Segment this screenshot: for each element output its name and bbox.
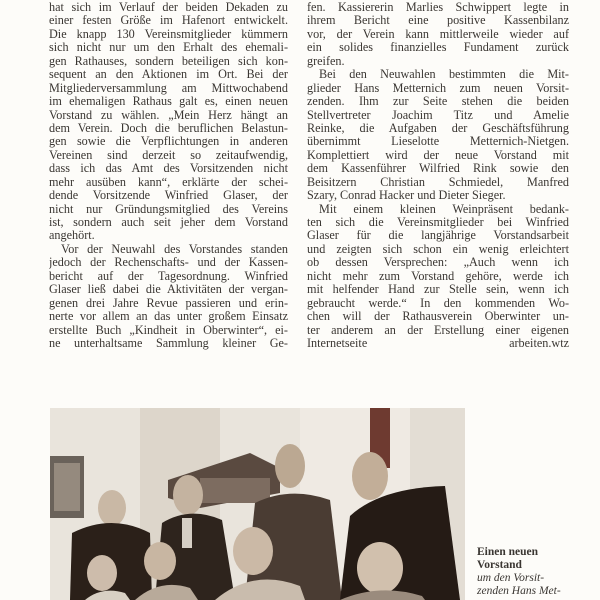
article-line: dem Verein. Doch die beruflichen Belastun-	[49, 121, 288, 135]
article-line-text: Internetseite arbeiten.	[307, 336, 552, 350]
article-line: Glaser für die langjährige Vorstandsarbeit	[307, 229, 569, 243]
caption-title-line-2: Vorstand	[477, 559, 522, 571]
article-line: dem Kassenführer Wilfried Rink sowie den	[307, 162, 569, 176]
article-line: Vorstand zu wählen. „Mein Herz hängt an	[49, 108, 288, 122]
caption-text-line-1: um den Vorsit-	[477, 572, 545, 584]
article-line: nicht nur Gründungsmitglied des Vereins	[49, 202, 288, 216]
article-line: ter anderem an der Erstellung einer eigenen	[307, 323, 569, 337]
author-initials: wtz	[551, 336, 569, 350]
article-line: vor, der Verein kann mittlerweile wieder auf	[307, 27, 569, 41]
article-line: fen. Kassiererin Marlies Schwippert legte in	[307, 1, 569, 14]
group-photo	[50, 408, 465, 600]
article-line: ihrem Bericht eine positive Kassenbilanz	[307, 14, 569, 28]
article-line: dende Vorsitzende Winfried Glaser, der	[49, 189, 288, 203]
article-line: Bei den Neuwahlen bestimmten die Mit-	[319, 68, 569, 82]
article-line: Szary, Conrad Hacker und Dieter Sieger.	[307, 189, 506, 203]
article-line: und zeigten sich schon ein wenig erleichtert	[307, 242, 569, 256]
article-line: genen drei Jahre Revue passieren und erin-	[49, 296, 288, 310]
article-line: mehr ausüben kann“, erklärte der schei-	[49, 175, 288, 189]
article-line: Komplettiert wird der neue Vorstand mit	[307, 148, 569, 162]
article-line: hat sich im Verlauf der beiden Dekaden zu	[49, 1, 288, 14]
article-line: mit helfender Hand zur Stelle sein, wenn ich	[307, 283, 569, 297]
article-line: ein solides finanzielles Fundament zurück	[307, 41, 569, 55]
article-line: chen will der Rathausverein Oberwinter un-	[307, 310, 569, 324]
article-line: ne unterhaltsame Sammlung kleiner Ge-	[49, 336, 288, 350]
article-line: sich nicht nur um den Erhalt des ehemali-	[49, 41, 288, 55]
caption-title-line-1: Einen neuen	[477, 546, 539, 558]
article-line: übernimmt Lieselotte Metternich-Nietgen.	[307, 135, 569, 149]
article-line: Glaser ließ dabei die Aktivitäten der vergan-	[49, 283, 288, 297]
article-line: greifen.	[307, 54, 345, 68]
article-line: gebraucht werde.“ In den kommenden Wo-	[307, 296, 569, 310]
article-line: ten sich die Vereinsmitglieder bei Winfried	[307, 216, 569, 229]
article-line: gen sowie die Verpflichtungen in anderen	[49, 135, 288, 149]
photo-illustration	[50, 408, 465, 600]
article-line: Vor der Neuwahl des Vorstandes standen	[61, 242, 288, 256]
article-line: angehört.	[49, 229, 95, 243]
article-line: Beisitzern Christian Schmiedel, Manfred	[307, 175, 569, 189]
article-line: Vereinen sind derzeit so zeitaufwendig,	[49, 148, 288, 162]
article-line: Reinke, die Aufgaben der Geschäftsführung	[307, 121, 569, 135]
photo-caption	[477, 546, 592, 598]
article-line: einer festen Größe im Hafenort entwickelt.	[49, 14, 288, 28]
article-line: nicht mehr zum Vorstand gehöre, werde ich	[307, 269, 569, 283]
article-line: Die knapp 130 Vereinsmitglieder kümmern	[49, 27, 288, 41]
article-line: glieder Hans Metternich zum neuen Vorsit-	[307, 81, 569, 95]
article-line: ist, sondern auch seit jeher dem Vorstand	[49, 216, 288, 229]
article-line: Stellvertreter Joachim Titz und Amelie	[307, 108, 569, 122]
article-line: bericht auf der Tagesordnung. Winfried	[49, 269, 288, 283]
article-line: jedoch der Rechenschafts- und der Kassen-	[49, 256, 288, 270]
article-line: ob dessen Versprechen: „Auch wenn ich	[307, 256, 569, 270]
article-line	[307, 337, 569, 350]
article-column-2	[307, 1, 569, 350]
article-line: nerte vor allem an das unter großem Einsatz	[49, 310, 288, 324]
article-line: gen Rathauses, sondern beteiligen sich kon-	[49, 54, 288, 68]
article-line: dass ich das Amt des Vorsitzenden nicht	[49, 162, 288, 176]
article-line: sequent an den Aktionen im Ort. Bei der	[49, 68, 288, 82]
caption-text-line-2: zenden Hans Met-	[477, 585, 561, 597]
article-line: erstellte Buch „Kindheit in Oberwinter“, ei-	[49, 323, 288, 337]
article-line: Mit einem kleinen Weinpräsent bedank-	[319, 202, 569, 216]
article-line: im ehemaligen Rathaus galt es, einen neuen	[49, 95, 288, 109]
article-column-1	[49, 1, 288, 350]
article-line: zenden. Ihm zur Seite stehen die beiden	[307, 95, 569, 109]
article-line: Mitgliederversammlung am Mittwochabend	[49, 81, 288, 95]
